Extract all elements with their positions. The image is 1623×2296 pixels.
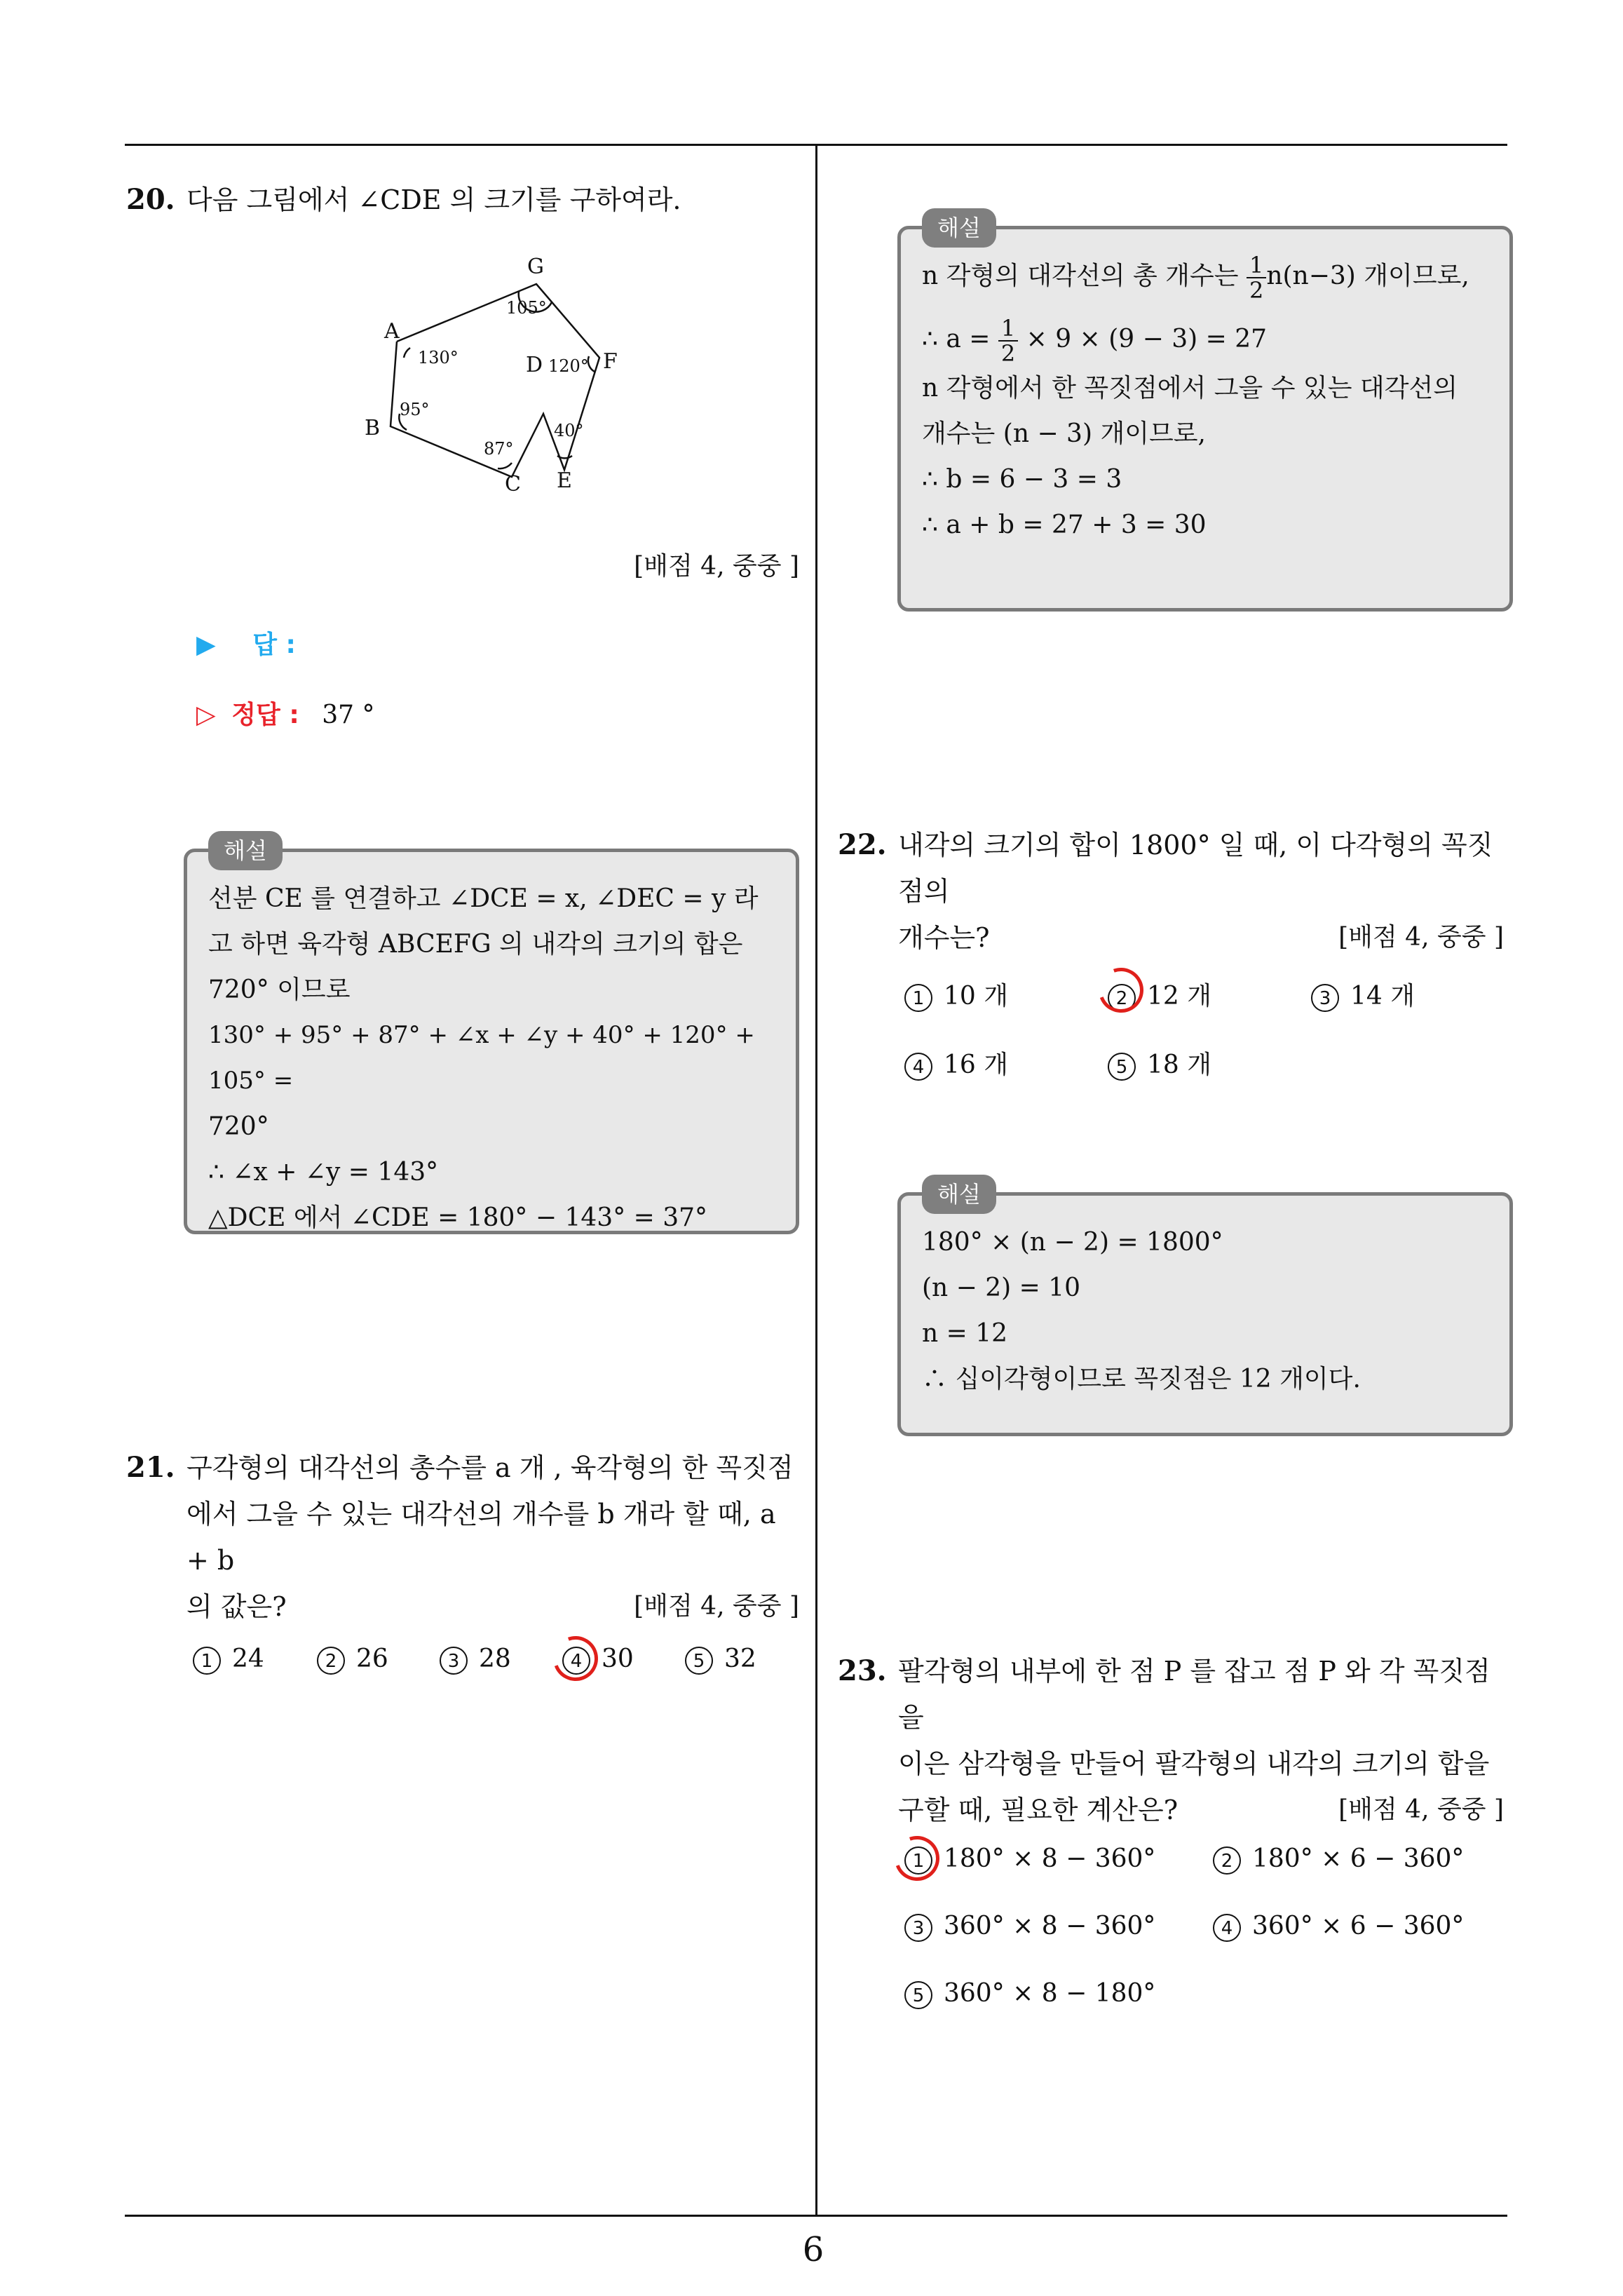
question-text-line: 내각의 크기의 합이 1800° 일 때, 이 다각형의 꼭짓점의 (898, 830, 1493, 907)
angle-label-g: 105° (506, 298, 547, 318)
question-text-line (898, 1787, 1511, 1833)
angle-label-f: 120° (548, 356, 589, 376)
choice-mark: 3 (440, 1647, 468, 1675)
vertex-label-d: D (526, 353, 543, 377)
choice-value: 180° × 6 − 360° (1252, 1844, 1465, 1873)
choice-value: 18 개 (1147, 1051, 1212, 1079)
choice-5[interactable] (1108, 1045, 1211, 1081)
explanation-tab: 해설 (208, 831, 283, 870)
answer-row (196, 624, 296, 666)
explanation-line: △DCE 에서 ∠CDE = 180° − 143° = 37° (208, 1203, 708, 1232)
choice-2[interactable] (317, 1645, 388, 1675)
question-meta: [배점 4, 중중 ] (634, 1592, 799, 1621)
choice-value: 10 개 (944, 982, 1009, 1011)
column-divider (815, 144, 817, 2217)
question-20 (126, 177, 799, 223)
question-number: 21. (126, 1451, 175, 1484)
choice-mark: 3 (904, 1914, 932, 1942)
bottom-rule (125, 2215, 1507, 2217)
explanation-line: n = 12 (922, 1319, 1008, 1348)
correct-label: 정답 : (231, 701, 299, 729)
explanation-line: n 각형에서 한 꼭짓점에서 그을 수 있는 대각선의 (922, 374, 1458, 403)
choice-1[interactable] (904, 976, 1008, 1012)
choice-mark: 4 (1213, 1914, 1241, 1942)
choice-5[interactable] (685, 1645, 756, 1675)
choice-value: 24 (232, 1645, 264, 1673)
fraction (998, 316, 1018, 365)
answer-label: 답 : (252, 630, 296, 659)
explanation-line: (n − 2) = 10 (922, 1274, 1081, 1302)
polygon-figure (351, 252, 645, 505)
choice-value: 28 (479, 1645, 511, 1673)
fraction-numerator: 1 (998, 316, 1018, 342)
question-text-tail: 의 값은? (186, 1591, 287, 1622)
explanation-text: × 9 × (9 − 3) = 27 (1018, 325, 1268, 353)
explanation-line: ∴ ∠x + ∠y = 143° (208, 1158, 439, 1187)
choices-21 (193, 1645, 796, 1687)
fraction-denominator: 2 (1000, 340, 1016, 367)
explanation-line (922, 316, 1488, 365)
choice-value: 16 개 (944, 1051, 1009, 1079)
angle-label-a: 130° (418, 348, 459, 367)
explanation-line: 선분 CE 를 연결하고 ∠DCE = x, ∠DEC = y 라 (208, 884, 759, 913)
choice-4[interactable] (904, 1045, 1008, 1081)
vertex-label-f: F (603, 349, 618, 374)
choice-value: 26 (356, 1645, 388, 1673)
choice-5[interactable] (904, 1979, 1155, 2009)
choice-1[interactable] (193, 1645, 264, 1675)
vertex-label-b: B (365, 416, 381, 440)
correct-value: 37 ° (322, 701, 375, 729)
choice-1[interactable] (904, 1844, 1155, 1875)
question-number: 23. (838, 1654, 887, 1687)
choice-mark: 1 (904, 1846, 932, 1875)
page-number: 6 (802, 2230, 824, 2269)
question-meta: [배점 4, 중중 ] (1338, 923, 1504, 952)
explanation-line: ∴ 십이각형이므로 꼭짓점은 12 개이다. (922, 1365, 1361, 1393)
explanation-line: 130° + 95° + 87° + ∠x + ∠y + 40° + 120° + 105° = (208, 1021, 755, 1095)
fraction-denominator: 2 (1249, 277, 1264, 304)
question-text-line: 팔각형의 내부에 한 점 P 를 잡고 점 P 와 각 꼭짓점을 (898, 1656, 1490, 1733)
explanation-line: 개수는 (n − 3) 개이므로, (922, 419, 1206, 448)
vertex-label-g: G (527, 255, 544, 279)
choice-mark: 5 (1108, 1053, 1136, 1081)
question-text-tail: 구할 때, 필요한 계산은? (898, 1795, 1179, 1825)
explanation-line: 720° 이므로 (208, 975, 351, 1004)
question-23 (838, 1648, 1511, 1833)
choice-mark: 5 (904, 1981, 932, 2009)
explanation-box-22 (897, 1181, 1513, 1436)
explanation-box-21 (897, 215, 1513, 612)
question-21 (126, 1445, 799, 1630)
choice-value: 30 (602, 1645, 634, 1673)
choice-mark: 1 (193, 1647, 221, 1675)
selected-answer-mark (887, 1828, 946, 1888)
correct-arrow-icon: ▷ (196, 701, 216, 729)
choice-mark: 4 (904, 1053, 932, 1081)
choice-2[interactable] (1213, 1844, 1464, 1875)
selected-answer-mark (545, 1628, 605, 1688)
explanation-line: 720° (208, 1112, 269, 1141)
angle-label-c: 87° (484, 439, 514, 459)
question-22 (838, 822, 1511, 961)
choice-3[interactable] (904, 1912, 1155, 1942)
question-text-line: 구각형의 대각선의 총수를 a 개 , 육각형의 한 꼭짓점 (186, 1452, 794, 1483)
explanation-text: ∴ a = (922, 325, 998, 353)
angle-label-e: 40° (554, 421, 584, 440)
choice-mark: 2 (1108, 984, 1136, 1012)
question-text-line: 에서 그을 수 있는 대각선의 개수를 b 개라 할 때, a + b (186, 1499, 776, 1576)
vertex-label-c: C (505, 472, 521, 497)
vertex-label-e: E (557, 468, 572, 493)
choice-mark: 5 (685, 1647, 713, 1675)
question-meta: [배점 4, 중중 ] (634, 552, 799, 581)
choice-4[interactable] (1213, 1912, 1464, 1942)
explanation-tab: 해설 (922, 1175, 996, 1214)
choice-value: 12 개 (1147, 982, 1212, 1011)
question-number: 20. (126, 183, 175, 216)
choice-mark: 4 (562, 1647, 590, 1675)
question-number: 22. (838, 828, 887, 861)
question-text-line: 이은 삼각형을 만들어 팔각형의 내각의 크기의 합을 (898, 1748, 1490, 1779)
question-text-line (898, 914, 1511, 961)
explanation-line (922, 253, 1488, 302)
explanation-line: ∴ b = 6 − 3 = 3 (922, 465, 1122, 494)
question-text-line (186, 1583, 799, 1630)
explanation-text: n(n−3) 개이므로, (1266, 262, 1469, 290)
explanation-line: ∴ a + b = 27 + 3 = 30 (922, 511, 1207, 539)
fraction (1247, 253, 1266, 302)
explanation-line: 180° × (n − 2) = 1800° (922, 1228, 1223, 1257)
vertex-label-a: A (384, 319, 400, 344)
explanation-box-20 (184, 837, 799, 1234)
choice-mark: 3 (1311, 984, 1339, 1012)
choice-value: 32 (724, 1645, 756, 1673)
choices-23 (904, 1844, 1507, 2027)
choice-mark: 2 (1213, 1846, 1241, 1875)
choice-mark: 1 (904, 984, 932, 1012)
question-meta: [배점 4, 중중 ] (1338, 1795, 1504, 1824)
fraction-numerator: 1 (1247, 253, 1266, 278)
choice-value: 180° × 8 − 360° (944, 1844, 1156, 1873)
explanation-line: 고 하면 육각형 ABCEFG 의 내각의 크기의 합은 (208, 930, 743, 959)
choice-value: 360° × 8 − 360° (944, 1912, 1156, 1940)
angle-label-b: 95° (400, 400, 430, 419)
question-text-tail: 개수는? (898, 922, 990, 953)
choice-value: 14 개 (1350, 982, 1415, 1011)
choices-22 (904, 976, 1507, 1088)
explanation-tab: 해설 (922, 208, 996, 248)
choice-3[interactable] (1311, 976, 1415, 1012)
question-text: 다음 그림에서 ∠CDE 의 크기를 구하여라. (186, 184, 681, 215)
choice-3[interactable] (440, 1645, 511, 1675)
choice-value: 360° × 8 − 180° (944, 1979, 1156, 2008)
explanation-text: n 각형의 대각선의 총 개수는 (922, 262, 1247, 290)
choice-value: 360° × 6 − 360° (1252, 1912, 1465, 1940)
choice-mark: 2 (317, 1647, 345, 1675)
answer-arrow-icon: ▶ (196, 630, 216, 659)
correct-answer-row (196, 694, 375, 736)
